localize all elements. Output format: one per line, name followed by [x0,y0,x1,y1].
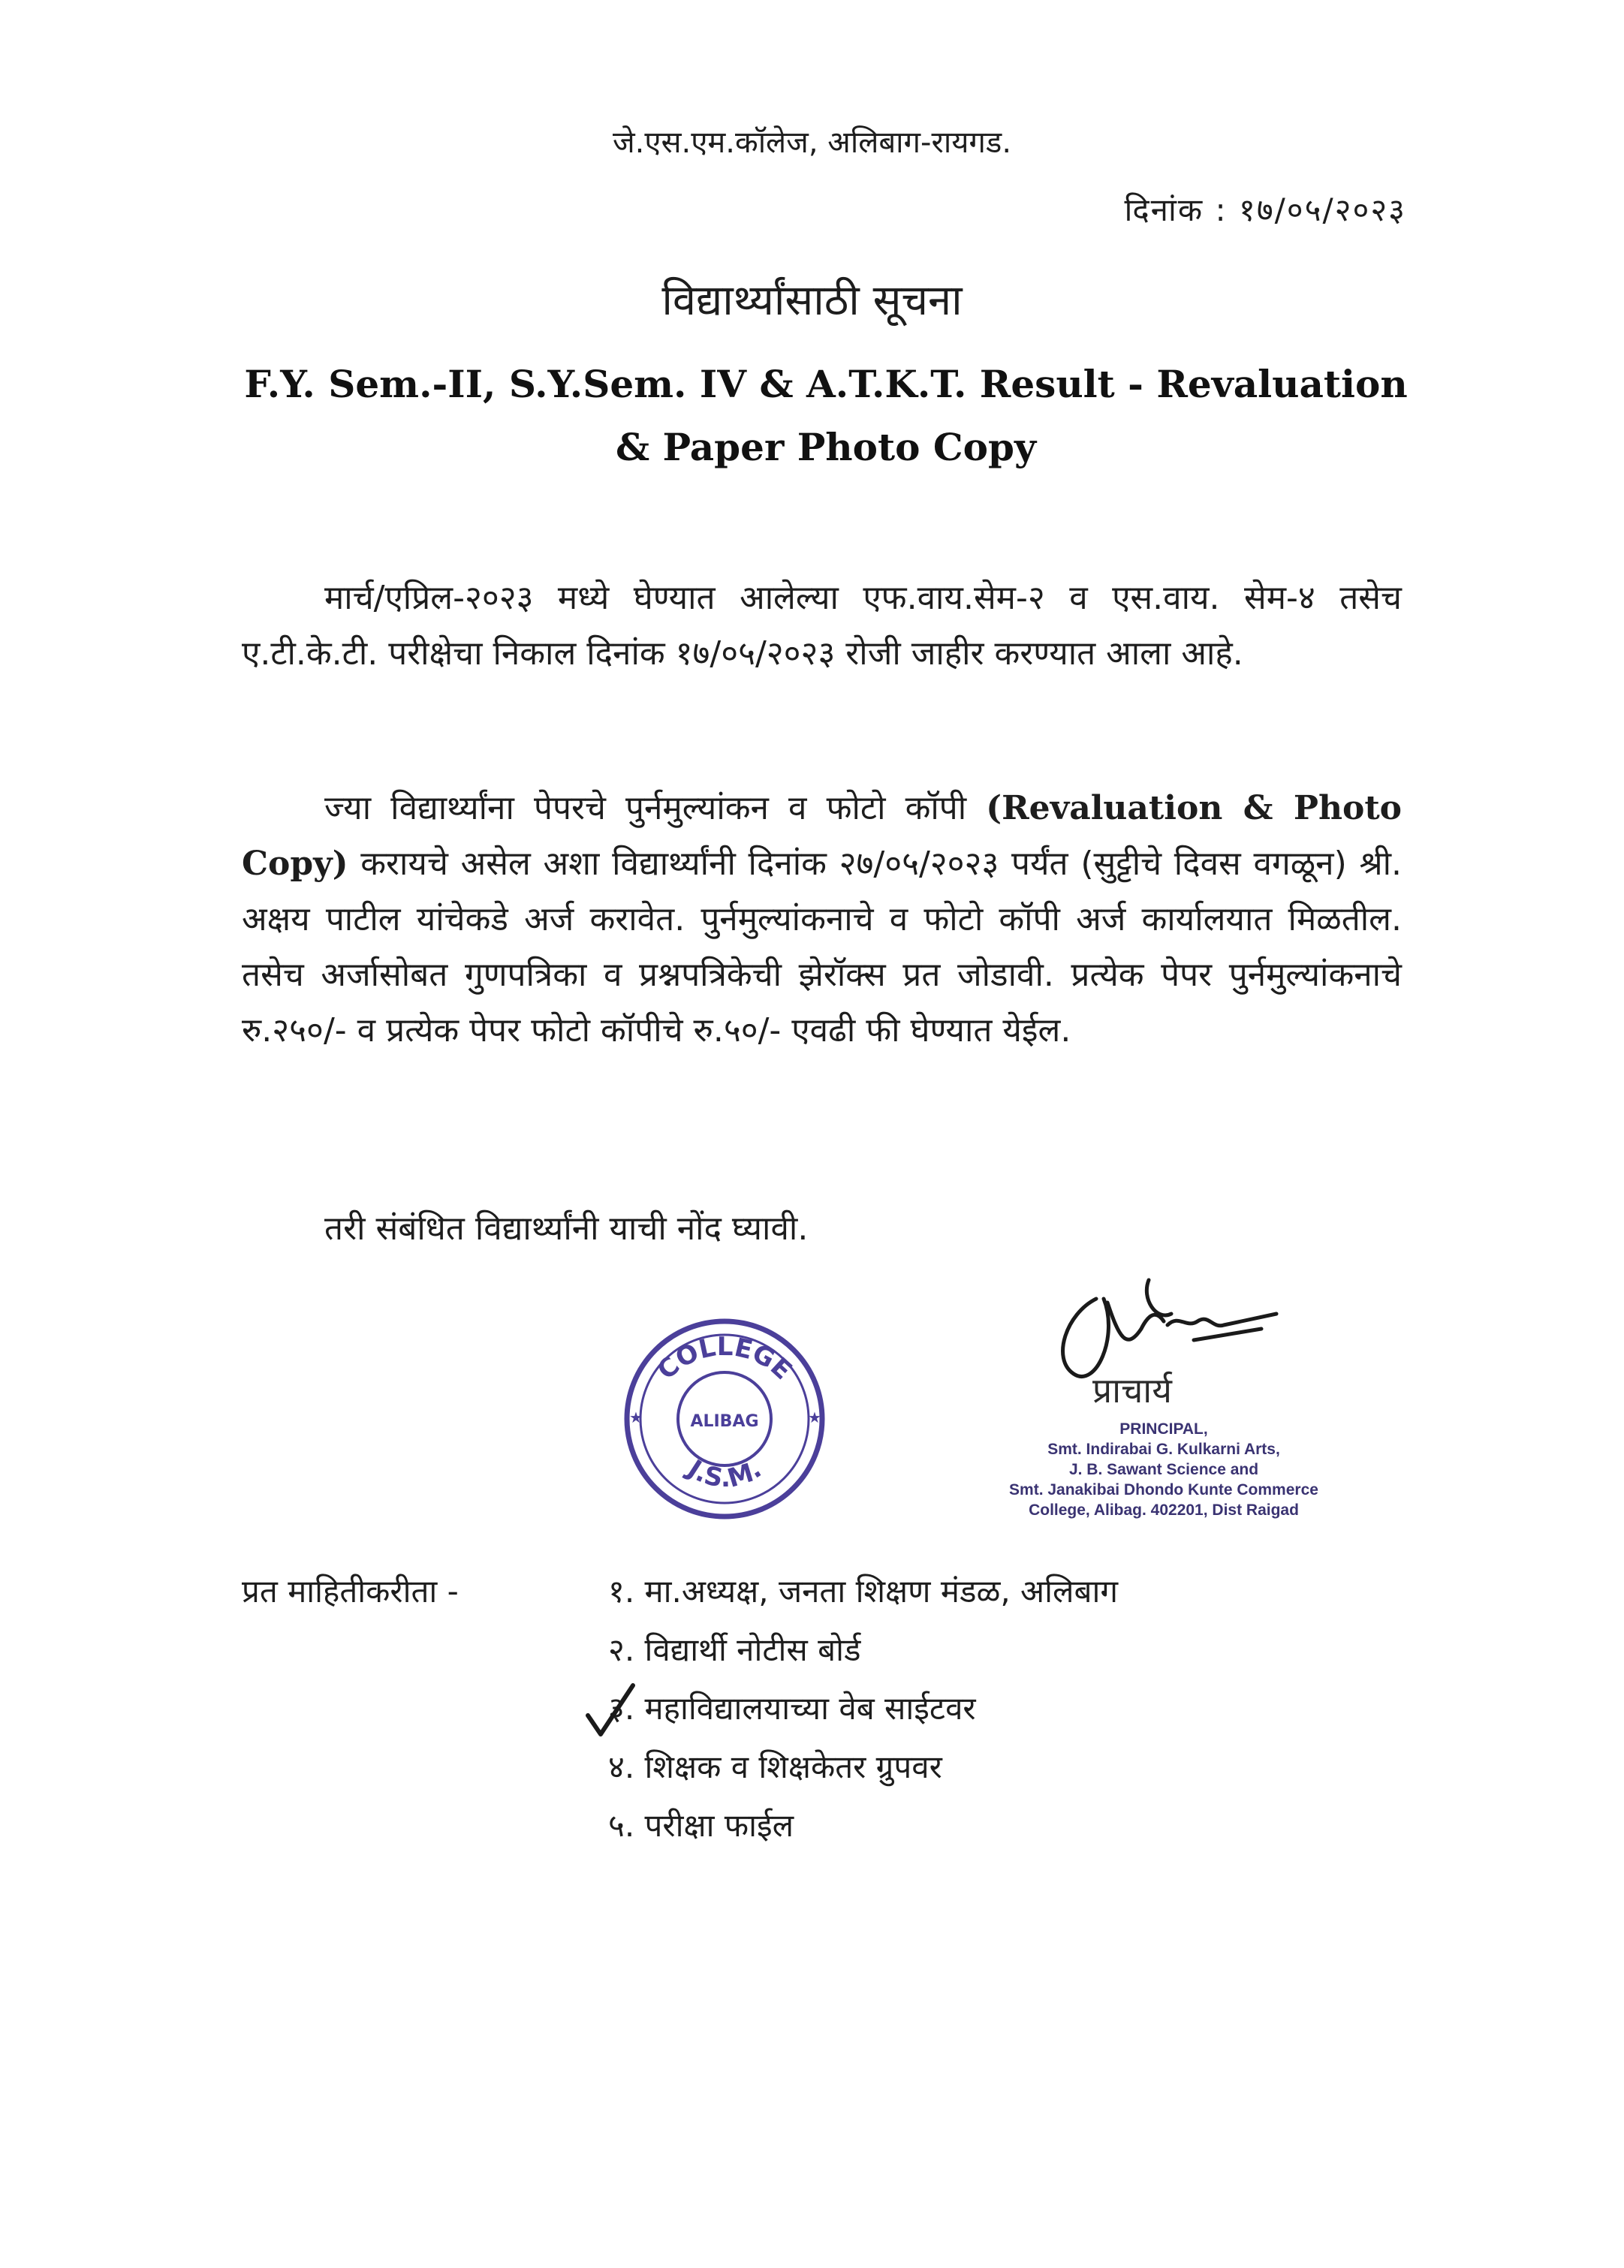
copy-item: ५. परीक्षा फाईल [608,1807,794,1844]
college-name: जे.एस.एम.कॉलेज, अलिबाग-रायगड. [612,125,1012,160]
notice-title-line-2: & Paper Photo Copy [615,425,1037,469]
paragraph-revaluation-english: (Revaluation & Photo Copy) [242,789,1402,883]
principal-stamp-text [931,1419,1397,1520]
principal-line-1: PRINCIPAL, [1119,1420,1208,1438]
copy-item: ३. महाविद्यालयाच्या वेब साईटवर [608,1690,976,1727]
principal-line-5: College, Alibag. 402201, Dist Raigad [1029,1501,1299,1519]
copy-item: २. विद्यार्थी नोटीस बोर्ड [608,1631,861,1668]
copy-to-list [608,1569,1118,1862]
paragraph-result [242,571,1402,682]
notice-title-line-1: F.Y. Sem.-II, S.Y.Sem. IV & A.T.K.T. Result - Revaluation [244,362,1408,406]
check-mark-icon [584,1682,637,1742]
college-stamp-icon [616,1310,833,1528]
paragraph-revaluation-details: करायचे असेल अशा विद्यार्थ्यांनी दिनांक २७/०५/२०२३ पर्यंत (सुट्टीचे दिवस वगळून) श्री. अक्षय पाटील यांचेकडे अर्ज करावेत. पुर्नमुल्यांकनाचे व फोटो कॉपी अर्ज कार्यालयात मिळतील. तसेच अर्जासोबत गुणपत्रिका व प्रश्नपत्रिकेची झेरॉक्स प्रत जोडावी. प्रत्येक पेपर पुर्नमुल्यांकनाचे रु.२५०/- व प्रत्येक पेपर फोटो कॉपीचे रु.५०/- एवढी फी घेण्यात येईल. [242,845,1402,1050]
stamp-center-text: ALIBAG [690,1412,759,1431]
paragraph-revaluation [242,781,1402,1059]
principal-line-2: Smt. Indirabai G. Kulkarni Arts, [1047,1441,1280,1458]
svg-text:★: ★ [808,1408,821,1426]
paragraph-result-text: मार्च/एप्रिल-२०२३ मध्ये घेण्यात आलेल्या एफ.वाय.सेम-२ व एस.वाय. सेम-४ तसेच ए.टी.के.टी. परीक्षेचा निकाल दिनांक १७/०५/२०२३ रोजी जाहीर करण्यात आला आहे. [242,579,1402,673]
notice-title [225,353,1427,479]
stamp-bottom-text: J.S.M. [682,1453,767,1494]
notice-heading: विद्यार्थ्यांसाठी सूचना [661,276,963,325]
paragraph-revaluation-intro: ज्या विद्यार्थ्यांना पेपरचे पुर्नमुल्यांकन व फोटो कॉपी [324,789,967,827]
paragraph-closing-text: तरी संबंधित विद्यार्थ्यांनी याची नोंद घ्यावी. [324,1209,809,1248]
notice-date: दिनांक : १७/०५/२०२३ [1124,191,1406,228]
svg-text:★: ★ [629,1408,643,1426]
principal-line-3: J. B. Sawant Science and [1068,1461,1259,1478]
copy-item: १. मा.अध्यक्ष, जनता शिक्षण मंडळ, अलिबाग [608,1573,1119,1610]
principal-line-4: Smt. Janakibai Dhondo Kunte Commerce [1009,1481,1318,1498]
copy-item: ४. शिक्षक व शिक्षकेतर ग्रुपवर [608,1748,942,1785]
signature-role: प्राचार्य [1092,1370,1172,1411]
paragraph-closing [242,1201,1402,1257]
stamp-top-text: COLLEGE [651,1331,798,1386]
copy-to-label: प्रत माहितीकरीता - [242,1573,459,1610]
